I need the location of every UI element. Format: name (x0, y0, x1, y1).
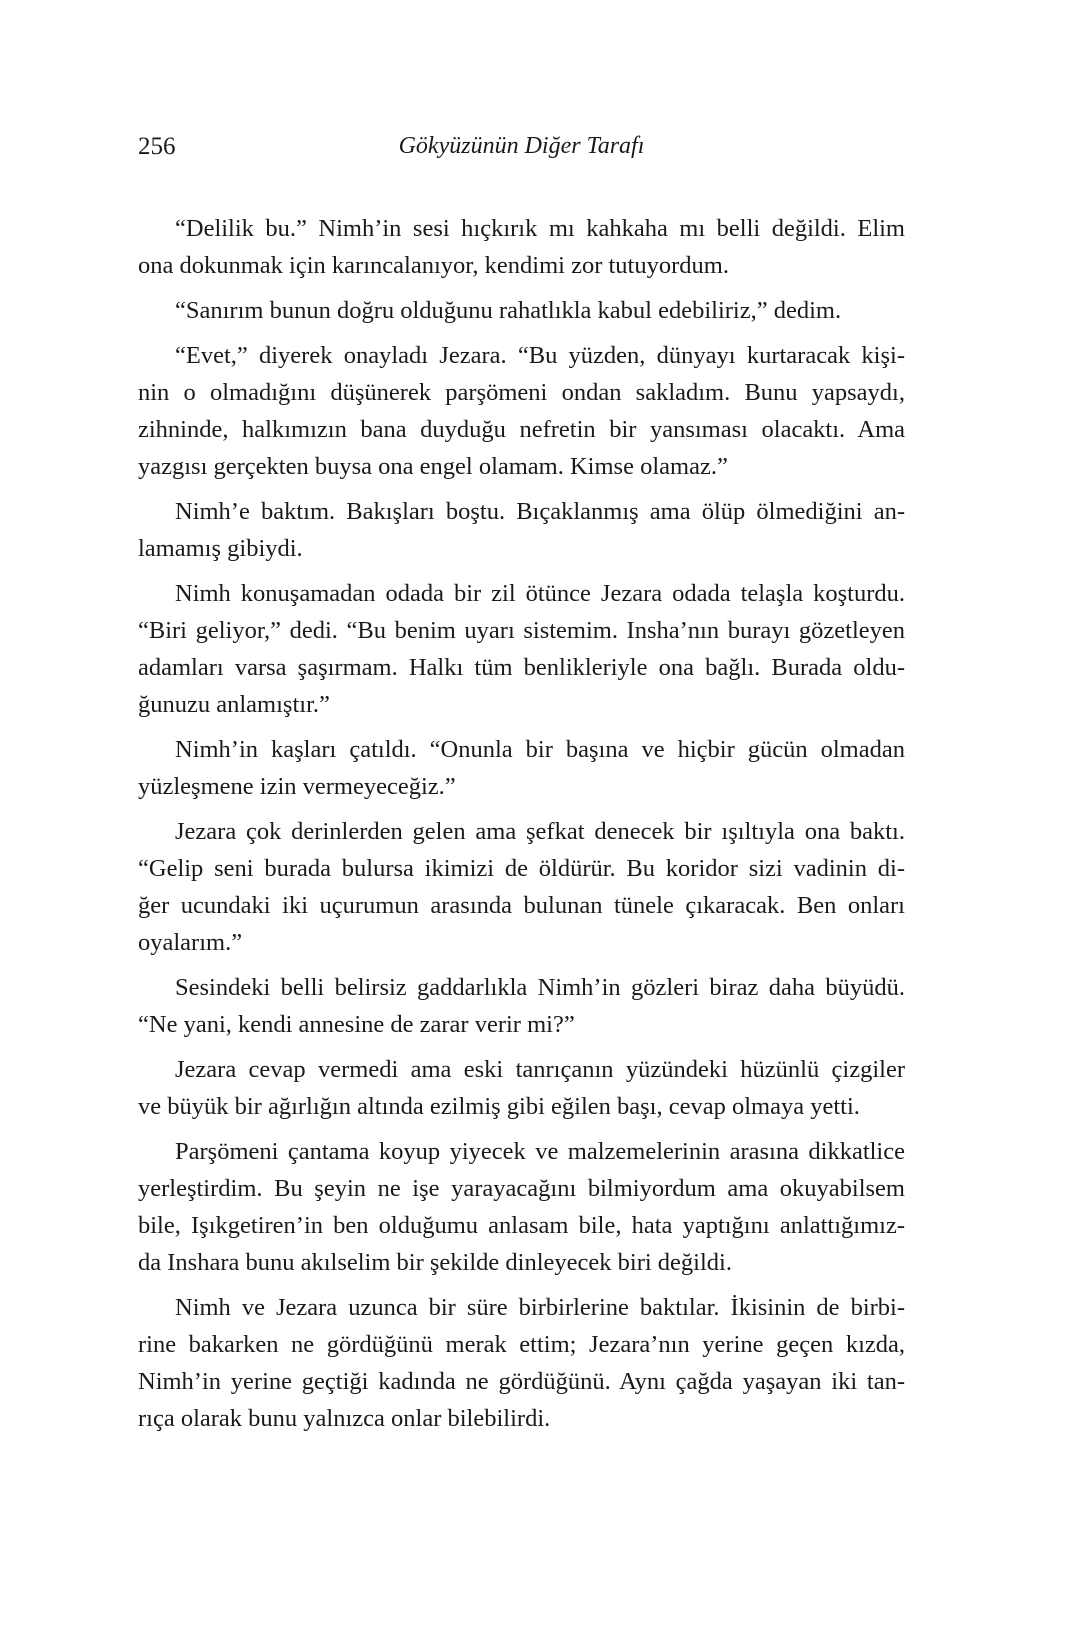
text-line: bile, Işıkgetiren’in ben olduğumu anlasam bile, hata yaptığını anlattığımız- (138, 1212, 905, 1239)
text-line: Nimh konuşamadan odada bir zil ötünce Jezara odada telaşla koşturdu. (175, 580, 905, 607)
text-line: rine bakarken ne gördüğünü merak ettim; Jezara’nın yerine geçen kızda, (138, 1331, 905, 1358)
paragraph (138, 337, 905, 485)
text-line: ğer ucundaki iki uçurumun arasında bulunan tünele çıkaracak. Ben onları (138, 892, 905, 919)
text-line: Jezara cevap vermedi ama eski tanrıçanın yüzündeki hüzünlü çizgiler (175, 1056, 905, 1083)
text-line: yazgısı gerçekten buysa ona engel olamam. Kimse olamaz.” (138, 453, 728, 480)
text-line: “Sanırım bunun doğru olduğunu rahatlıkla kabul edebiliriz,” dedim. (175, 297, 842, 324)
text-line: lamamış gibiydi. (138, 535, 303, 562)
paragraph (138, 493, 905, 567)
text-line: yerleştirdim. Bu şeyin ne işe yarayacağını bilmiyordum ama okuyabilsem (138, 1175, 905, 1202)
text-line: oyalarım.” (138, 929, 243, 956)
text-line: ona dokunmak için karıncalanıyor, kendimi zor tutuyordum. (138, 252, 729, 279)
running-header (138, 133, 905, 167)
text-line: Nimh’in yerine geçtiği kadında ne gördüğünü. Aynı çağda yaşayan iki tan- (138, 1368, 905, 1395)
text-line: “Gelip seni burada bulursa ikimizi de öldürür. Bu koridor sizi vadinin di- (138, 855, 905, 882)
text-line: “Biri geliyor,” dedi. “Bu benim uyarı sistemim. Insha’nın burayı gözetleyen (138, 617, 905, 644)
text-line: Jezara çok derinlerden gelen ama şefkat denecek bir ışıltıyla ona baktı. (175, 818, 905, 845)
page-number: 256 (138, 133, 176, 160)
running-title: Gökyüzünün Diğer Tarafı (398, 133, 645, 159)
paragraph (138, 210, 905, 284)
text-line: rıça olarak bunu yalnızca onlar bilebilirdi. (138, 1405, 551, 1432)
text-line: ğunuzu anlamıştır.” (138, 691, 330, 718)
page-body (138, 210, 905, 1445)
paragraph (138, 1051, 905, 1125)
paragraph (138, 575, 905, 723)
text-line: yüzleşmene izin vermeyeceğiz.” (138, 773, 456, 800)
paragraph (138, 1289, 905, 1437)
text-line: “Ne yani, kendi annesine de zarar verir mi?” (138, 1011, 575, 1038)
text-line: Nimh’e baktım. Bakışları boştu. Bıçaklanmış ama ölüp ölmediğini an- (175, 498, 905, 525)
text-line: Nimh ve Jezara uzunca bir süre birbirlerine baktılar. İkisinin de birbi- (175, 1294, 905, 1321)
paragraph (138, 813, 905, 961)
text-line: Parşömeni çantama koyup yiyecek ve malzemelerinin arasına dikkatlice (175, 1138, 905, 1165)
text-line: adamları varsa şaşırmam. Halkı tüm benlikleriyle ona bağlı. Burada oldu- (138, 654, 905, 681)
text-line: ve büyük bir ağırlığın altında ezilmiş gibi eğilen başı, cevap olmaya yetti. (138, 1093, 860, 1120)
text-line: Nimh’in kaşları çatıldı. “Onunla bir başına ve hiçbir gücün olmadan (175, 736, 905, 763)
text-line: nin o olmadığını düşünerek parşömeni ondan sakladım. Bunu yapsaydı, (138, 379, 905, 406)
paragraph (138, 1133, 905, 1281)
paragraph (138, 969, 905, 1043)
text-line: zihninde, halkımızın bana duyduğu nefretin bir yansıması olacaktı. Ama (138, 416, 905, 443)
text-line: “Evet,” diyerek onayladı Jezara. “Bu yüzden, dünyayı kurtaracak kişi- (175, 342, 905, 369)
text-line: Sesindeki belli belirsiz gaddarlıkla Nimh’in gözleri biraz daha büyüdü. (175, 974, 905, 1001)
text-line: “Delilik bu.” Nimh’in sesi hıçkırık mı kahkaha mı belli değildi. Elim (175, 215, 905, 242)
paragraph (138, 292, 905, 329)
text-line: da Inshara bunu akılselim bir şekilde dinleyecek biri değildi. (138, 1249, 732, 1276)
paragraph (138, 731, 905, 805)
